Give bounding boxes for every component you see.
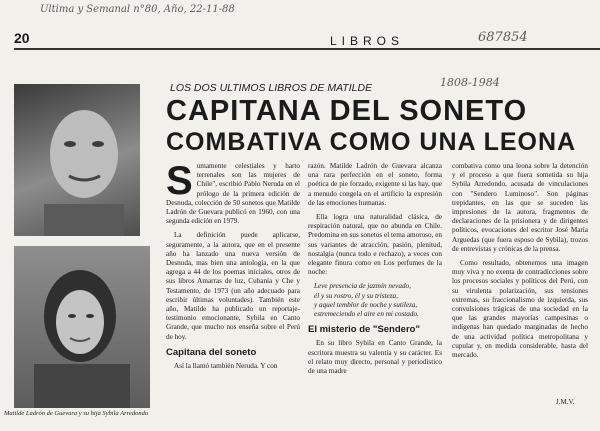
- header-rule: [14, 48, 600, 50]
- handwritten-code: 687854: [478, 30, 528, 45]
- photo-sybila: [14, 246, 150, 408]
- paragraph: combativa como una leona sobre la detención y el proceso a que fuera sometida su hija Sybila Arredondo, acusada de vinculaciones con "Sendero Luminoso". Son páginas trepidantes, en las que se suceden las impresiones de la autora, fragmentos de declaraciones de la prisionera y de dirigentes políticos, evocaciones del escritor José María Arguedas (que fuera esposo de Sybila), trozos de entrevistas y crónicas de la prensa.: [452, 162, 588, 253]
- poem-line: Leve presencia de jazmín nevado,: [314, 282, 411, 291]
- poem-line: estremeciendo el aire en mi costado.: [314, 310, 419, 319]
- author-signature: J.M.V.: [556, 398, 575, 406]
- paragraph: Así la llamó también Neruda. Y con: [174, 362, 278, 371]
- photo-matilde: [14, 84, 140, 236]
- poem-line: él y su rostro, él y su tristeza,: [314, 291, 398, 300]
- paragraph: La definición puede aplicarse, seguramente, a la autora, que en el presente año ha lanzado una nueva versión de Desnuda, mas bien una antología, en la que agrega a 44 de los poemas iniciales, otros de sus libros Amarras de luz, Cubanía y Che y Testamento, de 1973 (un año adecuado para escribir últimas voluntades). También este año, Matilde ha publicado un reportaje-testimonio emocionante, Sybila en Canto Grande, que mucho nos enseña sobre el Perú de hoy.: [166, 231, 300, 341]
- headline-line-1: CAPITANA DEL SONETO: [166, 95, 528, 127]
- subheading: Capitana del soneto: [166, 346, 257, 358]
- paragraph: razón. Matilde Ladrón de Guevara alcanza una rara perfección en el soneto, forma poética de pie forzado, exigente si las hay, que a menudo congela en el artificio la expresión de las emociones humanas.: [308, 162, 442, 207]
- portrait-illustration: [14, 246, 150, 408]
- handwritten-date: 1808-1984: [440, 76, 500, 89]
- portrait-illustration: [14, 84, 140, 236]
- subheading: El misterio de "Sendero": [308, 324, 420, 336]
- headline-line-2: COMBATIVA COMO UNA LEONA: [166, 128, 577, 156]
- column-3: [452, 162, 588, 365]
- paragraph: Como resultado, obtenemos una imagen muy viva y no exenta de contradicciones sobre los procesos sociales y políticos del Perú, con su virulenta polarización, sus tensiones extremas, su fraccionalismo de izquierda, sus convulsiones trágicas de una sociedad en la que las grandes mayorías campesinas o indígenas han quedado marginadas de hecho de una actividad política metropolitana y cupular y, en medida considerable, hasta del mercado.: [452, 259, 588, 360]
- page-number: 20: [14, 30, 30, 46]
- kicker: LOS DOS ULTIMOS LIBROS DE MATILDE: [170, 82, 373, 94]
- paragraph: En su libro Sybila en Canto Grande, la escritora muestra su valentía y su carácter. Es el relato muy directo, personal y periodístico de una madre: [308, 339, 442, 376]
- paragraph: Sumamente celestiales y harto terrenales son las mujeres de Chile", escribió Pablo Neruda en el prólogo de la primera edición de Desnuda, colección de 50 sonetos que Matilde Ladrón de Guevara publicó en 1960, con una segunda edición en 1979.: [166, 159, 300, 226]
- photo-caption: Matilde Ladrón de Guevara y su hija Sybila Arredondo: [4, 410, 149, 417]
- paragraph: Ella logra una naturalidad clásica, de respiración natural, que no abunda en Chile. Predomina en sus sonetos el tema amoroso, en sus variantes de atracción, pasión, plenitud, nostalgia (nunca todo e rechazo), a veces con elegante finura como en Los perfumes de la noche:: [308, 213, 442, 277]
- section-title: LIBROS: [330, 34, 405, 48]
- column-2: [308, 162, 442, 381]
- poem-line: y aquel temblor de noche y sutileza,: [314, 300, 418, 309]
- column-1: [166, 159, 300, 376]
- drop-cap: S: [166, 159, 193, 203]
- handwritten-archive-note: Ultima y Semanal n°80, Año, 22-11-88: [40, 4, 235, 15]
